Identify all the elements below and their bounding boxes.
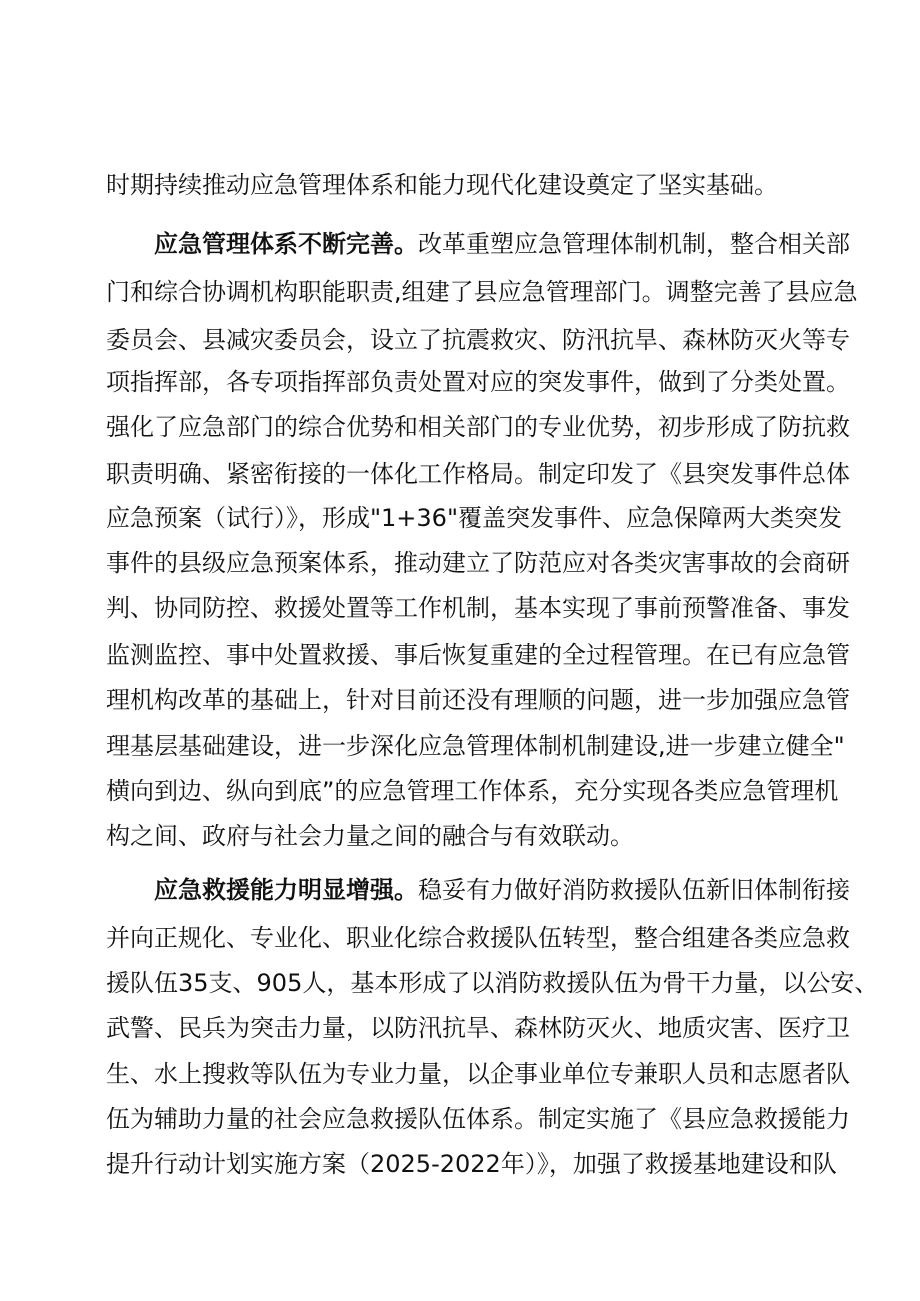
text-line: 武警、民兵为突击力量，以防汛抗旱、森林防灭火、地质灾害、医疗卫 xyxy=(106,1014,850,1042)
text-line: 生、水上搜救等队伍为专业力量，以企事业单位专兼职人员和志愿者队 xyxy=(106,1060,850,1088)
text-line: 监测监控、事中处置救援、事后恢复重建的全过程管理。在已有应急管 xyxy=(106,641,850,669)
text-line: 伍为辅助力量的社会应急救援队伍体系。制定实施了《县应急救援能力 xyxy=(106,1105,850,1133)
text-line: 提升行动计划实施方案（2025-2022年）》，加强了救援基地建设和队 xyxy=(106,1150,837,1178)
text-line: 委员会、县减灾委员会，设立了抗震救灾、防汛抗旱、森林防灭火等专 xyxy=(106,326,850,354)
section-heading: 应急管理体系不断完善。 xyxy=(154,230,418,258)
text-line: 并向正规化、专业化、职业化综合救援队伍转型，整合组建各类应急救 xyxy=(106,924,850,952)
text-line: 援队伍35支、905人，基本形成了以消防救援队伍为骨干力量，以公安、 xyxy=(106,969,879,997)
text-line: 时期持续推动应急管理体系和能力现代化建设奠定了坚实基础。 xyxy=(106,171,778,199)
section-heading: 应急救援能力明显增强。 xyxy=(154,876,418,904)
paragraph-first-line xyxy=(154,226,850,262)
text-line: 项指挥部，各专项指挥部负责处置对应的突发事件，做到了分类处置。 xyxy=(106,368,850,396)
text-line: 职责明确、紧密衔接的一体化工作格局。制定印发了《县突发事件总体 xyxy=(106,460,850,488)
text-run: 改革重塑应急管理体制机制，整合相关部 xyxy=(418,230,850,258)
paragraph-first-line xyxy=(154,872,850,908)
text-line: 事件的县级应急预案体系，推动建立了防范应对各类灾害事故的会商研 xyxy=(106,549,850,577)
text-line: 强化了应急部门的综合优势和相关部门的专业优势，初步形成了防抗救 xyxy=(106,413,850,441)
text-line: 判、协同防控、救援处置等工作机制，基本实现了事前预警准备、事发 xyxy=(106,594,850,622)
text-line: 应急预案（试行）》，形成"1+36"覆盖突发事件、应急保障两大类突发 xyxy=(106,504,842,532)
text-line: 理机构改革的基础上，针对目前还没有理顺的问题，进一步加强应急管 xyxy=(106,686,850,714)
text-line: 构之间、政府与社会力量之间的融合与有效联动。 xyxy=(106,822,634,850)
text-line: 门和综合协调机构职能职责,组建了县应急管理部门。调整完善了县应急 xyxy=(106,278,858,306)
text-run: 稳妥有力做好消防救援队伍新旧体制衔接 xyxy=(418,876,850,904)
text-line: 理基层基础建设，进一步深化应急管理体制机制建设,进一步建立健全" xyxy=(106,732,845,760)
text-line: 横向到边、纵向到底”的应急管理工作体系，充分实现各类应急管理机 xyxy=(106,777,839,805)
